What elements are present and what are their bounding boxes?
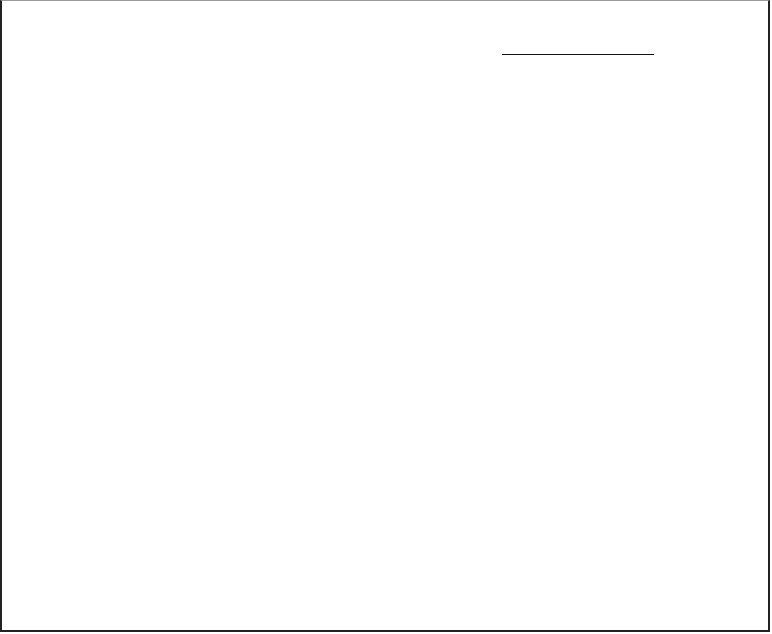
- gregorian-date: [502, 54, 654, 55]
